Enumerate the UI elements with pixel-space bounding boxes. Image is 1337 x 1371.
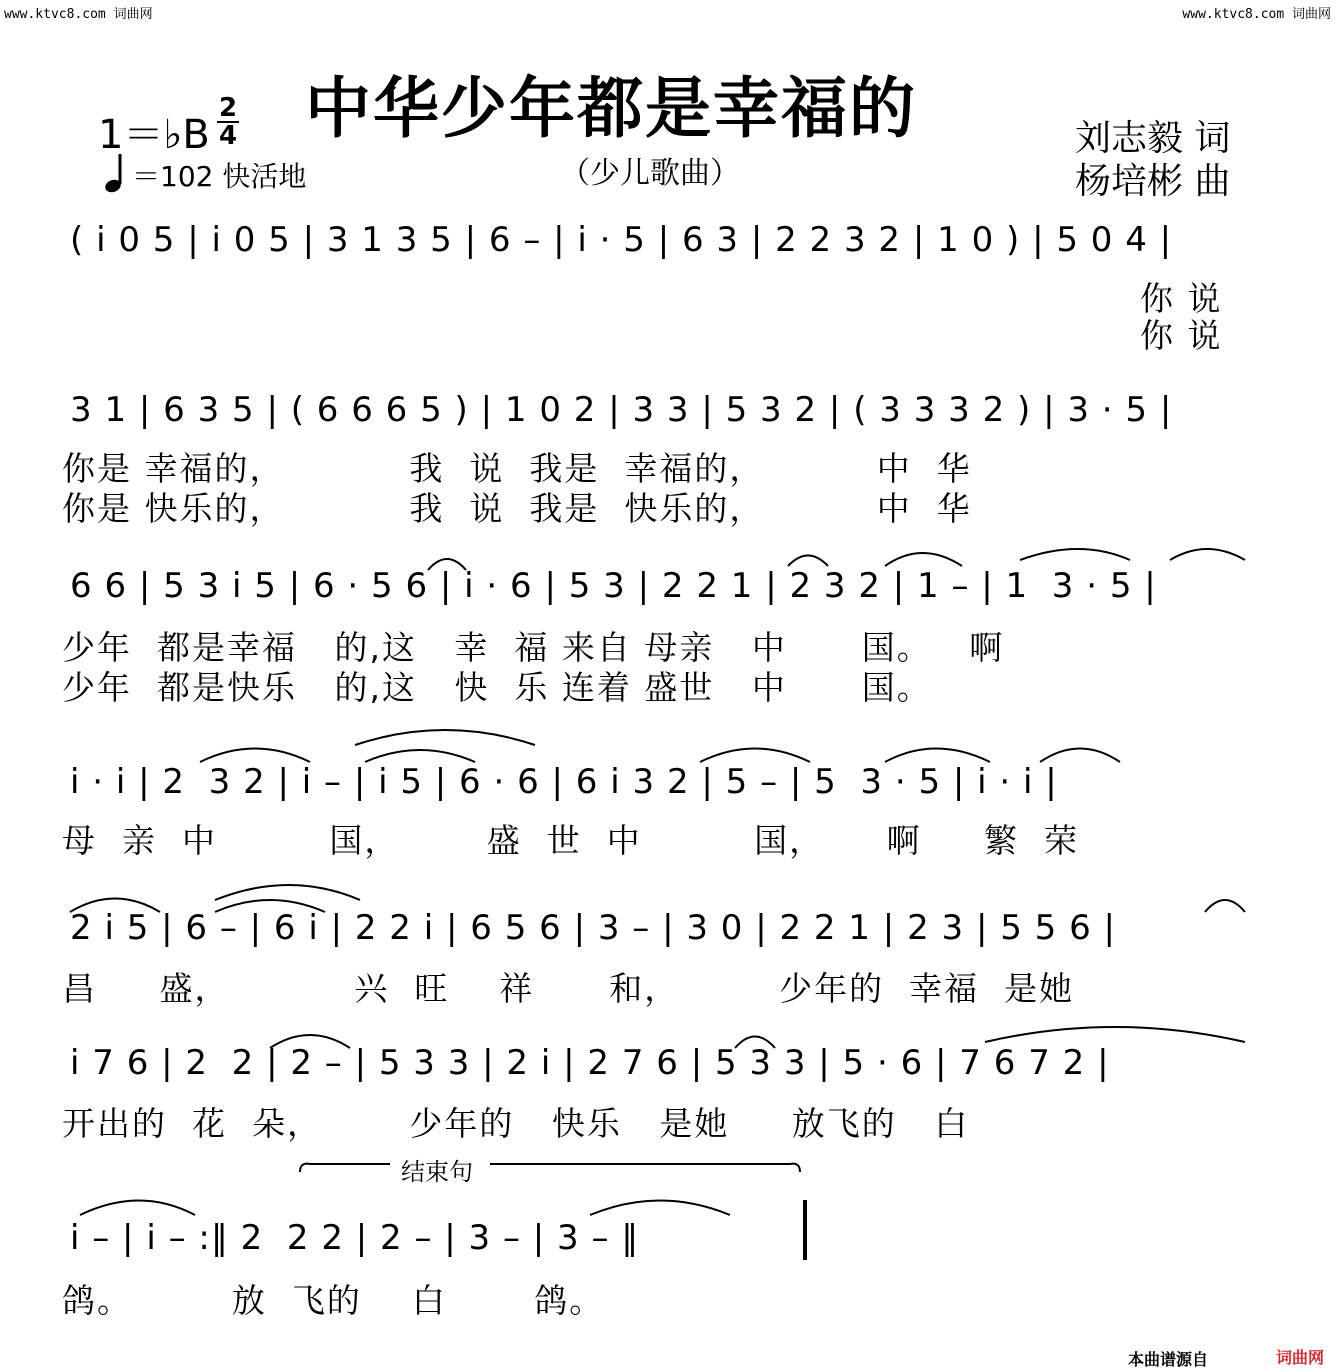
lyrics-line-1-verse-1: 你 说 — [1140, 279, 1223, 318]
song-title: 中华少年都是幸福的 — [305, 70, 917, 147]
lyrics-line-4: 母 亲 中 国， 盛 世 中 国， 啊 繁 荣 — [62, 821, 1080, 860]
tempo-marking: ＝102 快活地 — [132, 160, 307, 193]
time-signature-top: 2 — [218, 93, 238, 123]
notation-line-7: i – | i – :‖ 2 2 2 | 2 – | 3 – | 3 – ‖ — [70, 1218, 640, 1258]
watermark-left: www.ktvc8.com 词曲网 — [4, 7, 153, 22]
site-logo[interactable]: 词曲网 — [1276, 1348, 1325, 1367]
lyrics-line-3-verse-2: 少年 都是快乐 的,这 快 乐 连着 盛世 中 国。 — [62, 668, 932, 707]
song-subtitle: （少儿歌曲） — [560, 156, 740, 191]
notation-line-6: i 7 6 | 2 2 | 2 – | 5 3 3 | 2 i | 2 7 6 | 5 3 3 | 5 · 6 | 7 6 7 2 | — [70, 1043, 1110, 1083]
notation-line-5: 2 i 5 | 6 – | 6 i | 2 2 i | 6 5 6 | 3 – | 3 0 | 2 2 1 | 2 3 | 5 5 6 | — [70, 908, 1116, 948]
watermark-right: www.ktvc8.com 词曲网 — [1182, 7, 1331, 22]
lyrics-line-2-verse-1: 你是 幸福的， 我 说 我是 幸福的， 中 华 — [62, 449, 972, 488]
lyrics-line-7: 鸽。 放 飞的 白 鸽。 — [62, 1281, 605, 1320]
notation-line-2: 3 1 | 6 3 5 | ( 6 6 6 5 ) | 1 0 2 | 3 3 | 5 3 2 | ( 3 3 3 2 ) | 3 · 5 | — [70, 390, 1173, 430]
lyricist-credit: 刘志毅 词 — [1075, 118, 1231, 159]
notation-line-1: ( i 0 5 | i 0 5 | 3 1 3 5 | 6 – | i · 5 | 6 3 | 2 2 3 2 | 1 0 ) | 5 0 4 | — [70, 220, 1173, 260]
notation-line-4: i · i | 2 3 2 | i – | i 5 | 6 · 6 | 6 i 3 2 | 5 – | 5 3 · 5 | i · i | — [70, 762, 1058, 802]
time-signature-bottom: 4 — [218, 121, 238, 151]
lyrics-line-5: 昌 盛， 兴 旺 祥 和， 少年的 幸福 是她 — [62, 969, 1075, 1008]
lyrics-line-3-verse-1: 少年 都是幸福 的,这 幸 福 来自 母亲 中 国。 啊 — [62, 628, 1005, 667]
key-signature: 1＝♭B — [98, 112, 210, 158]
ending-label: 结束句 — [395, 1152, 479, 1187]
footer-source: 本曲谱源自 — [1128, 1350, 1209, 1369]
composer-credit: 杨培彬 曲 — [1075, 161, 1231, 202]
lyrics-line-2-verse-2: 你是 快乐的， 我 说 我是 快乐的， 中 华 — [62, 489, 972, 528]
lyrics-line-1-verse-2: 你 说 — [1140, 316, 1223, 355]
lyrics-line-6: 开出的 花 朵， 少年的 快乐 是她 放飞的 白 — [62, 1104, 970, 1143]
notation-line-3: 6 6 | 5 3 i 5 | 6 · 5 6 | i · 6 | 5 3 | 2 2 1 | 2 3 2 | 1 – | 1 3 · 5 | — [70, 566, 1157, 606]
